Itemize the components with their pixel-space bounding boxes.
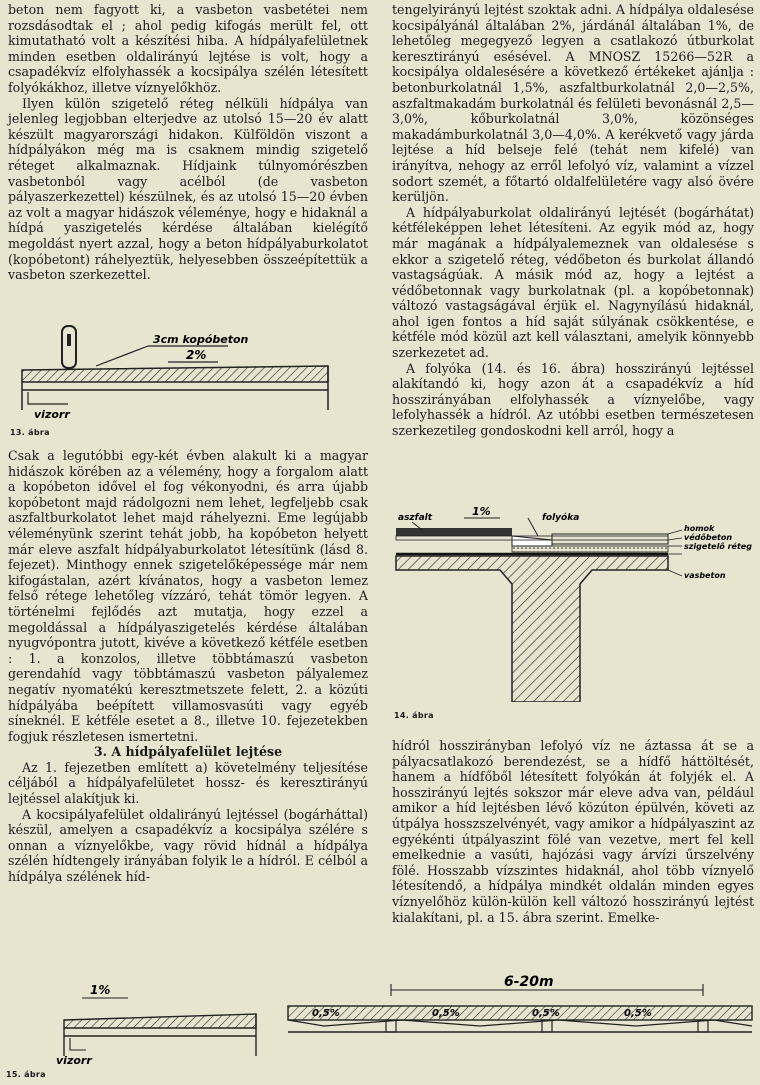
fig15-slope-1: 0,5%: [312, 1008, 340, 1019]
figure-15: [4, 970, 756, 1066]
fig14-insul-label: szigetelő réteg: [684, 542, 752, 551]
fig15-slope-label: 1%: [90, 983, 111, 997]
paragraph: Csak a legutóbbi egy-két évben alakult ki a magyar hidászok körében az a vélemény, hogy a forgalom alatt a kopóbeton idővel el fog vékonyodni, és arra újabb kopóbetont majd rádolgozni nem lehet, legfeljebb csak aszfaltburkolatot lehet majd ráhelyezni. Eme legújabb véleményünk szerint tehát jobb, ha kopóbeton helyett már eleve aszfalt hídpályaburkolatot létesítünk (lásd 8. fejezet). Minthogy ennek szigetelőképessége már nem kifogástalan, azért kívánatos, hogy a vasbeton lemez felső rétege lehetőleg vízzáró, tehát tömör legyen. A történelmi fejlődés azt mutatja, hogy ezzel a megoldással a hídpályaszigetelés kérdése általában nyugvópontra jutott, kivéve a következő kétféle esetben : 1. a konzolos, illetve többtámaszú vasbeton gerendahíd vagy többtámaszú vasbeton pályalemez negatív nyomatékú keresztmetszete felett, 2. a közúti hídpályába beépített villamosvasúti vagy egyéb síneknél. E kétféle esetet a 8., illetve 10. fejezetekben fogjuk részletesen ismertetni.: [8, 448, 368, 744]
figure-14: [392, 506, 758, 702]
fig13-water-label: vizorr: [34, 408, 70, 421]
fig15-water-label: vizorr: [56, 1054, 92, 1066]
fig14-sand-label: homok: [684, 524, 715, 533]
fig14-rc-label: vasbeton: [684, 571, 726, 580]
figure-15-caption: 15. ábra: [6, 1070, 46, 1079]
paragraph: A kocsipályafelület oldalirányú lejtéssel (bogárháttal) készül, amelyen a csapadékvíz a kocsipálya szélére s onnan a víznyelőkbe, vagy rövid hídnál a hídpálya szélén hídtengely irányában folyik le a hídról. E célból a hídpálya szélének híd-: [8, 806, 368, 885]
fig13-slope-label: 2%: [186, 348, 207, 362]
fig13-concrete-label: 3cm kopóbeton: [153, 333, 249, 346]
paragraph: hídról hosszirányban lefolyó víz ne áztassa át se a pályacsatlakozó berendezést, se a hídfő háttöltését, hanem a hídfőből létesített folyókán át folyjék el. A hosszirányú lejtés sokszor már eleve adva van, például amikor a híd lejtésben lévő közúton épülvén, követi az útpálya hosszszelvényét, vagy amikor a hídpályaszint az egyékénti útpályaszint fölé van vezetve, mert fel kell emelkednie a vasúti, hajózási vagy árvízi űrszelvény fölé. Hosszabb vízszintes hidaknál, ahol több víznyelő létesítendő, a hídpálya mindkét oldalán minden egyes víznyelőhöz külön-külön kell változó hosszirányú lejtést kialakítani, pl. a 15. ábra szerint. Emelke-: [392, 738, 754, 925]
fig15-slope-3: 0,5%: [532, 1008, 560, 1019]
figure-13-caption: 13. ábra: [10, 428, 50, 437]
section-heading: 3. A hídpályafelület lejtése: [93, 744, 283, 760]
fig14-gutter-label: folyóka: [542, 513, 580, 523]
fig15-slope-2: 0,5%: [432, 1008, 460, 1019]
paragraph: Az 1. fejezetben említett a) követelmény teljesítése céljából a hídpályafelületet hossz- és keresztirányú lejtéssel alakítjuk ki.: [8, 759, 368, 807]
fig15-span-label: 6-20m: [504, 974, 554, 990]
paragraph: beton nem fagyott ki, a vasbeton vasbetétei nem rozsdásodtak el ; ahol pedig kifogás merült fel, ott kimutatható volt a készítési hiba. A hídpályafelületnek minden esetben oldalirányú lejtése is volt, hogy a csapadékvíz elfolyhassék a kocsipálya szélén létesített folyókákhoz, illetve víznyelőkhöz.: [8, 2, 368, 95]
fig15-slope-4: 0,5%: [624, 1008, 652, 1019]
paving-stones: [552, 534, 668, 544]
figure-13: [8, 318, 368, 430]
fig14-slope-label: 1%: [472, 506, 491, 518]
left-column-bottom: [8, 448, 368, 885]
paragraph: A folyóka (14. és 16. ábra) hosszirányú lejtéssel alakítandó ki, hogy azon át a csapadékvíz a híd hosszirányában elfolyhassék a víznyelőbe, vagy lefolyhassék a hídról. Az utóbbi esetben természetesen szerkezetileg gondoskodni kell arról, hogy a: [392, 360, 754, 439]
fig14-asphalt-label: aszfalt: [398, 513, 433, 523]
paragraph: tengelyirányú lejtést szoktak adni. A hídpálya oldalesése kocsipályánál általában 2%, járdánál általában 1%, de lehetőleg megegyező legyen a csatlakozó útburkolat keresztirányú esésével. A MNOSZ 15266—52R a kocsipálya oldalesésére a következő értékeket ajánlja : betonburkolatnál 1,5%, aszfaltburkolatnál 2,0—2,5%, aszfaltmakadám burkolatnál és felületi bevonásnál 2,5—3,0%, kőburkolatnál 3,0%, közönséges makadámburkolatnál 3,0—4,0%. A kerékvető vagy járda lejtése a híd belseje felé (tehát nem kifelé) van irányítva, nehogy az erről lefolyó víz, valamint a vízzel sodort szemét, a főtartó oldalfelületére vagy alsó övére kerüljön.: [392, 2, 754, 205]
figure-14-caption: 14. ábra: [394, 711, 434, 720]
fig14-protect-label: védőbeton: [684, 533, 733, 542]
left-column-top: [8, 2, 368, 283]
right-column-bottom: [392, 738, 754, 925]
right-column-top: [392, 2, 754, 439]
paragraph: Ilyen külön szigetelő réteg nélküli hídpálya van jelenleg legjobban elterjedve az utolsó 15—20 év alatt készült magyarországi hidakon. Külföldön viszont a hídpályákon még ma is csaknem mindig szigetelő réteget alkalmaznak. Hídjaink túlnyomórészben vasbetonból vagy acélból (de vasbeton pályaszerkezettel) készülnek, és az utolsó 15—20 évben az volt a magyar hidászok véleménye, hogy e hidaknál a hídpá yaszigetelés kérdése általában kielégítő megoldást nyert azzal, hogy a beton hídpályaburkolatot (kopóbetont) ráhelyeztük, helyesebben összeépítettük a vasbeton szerkezettel.: [8, 95, 368, 283]
paragraph: A hídpályaburkolat oldalirányú lejtését (bogárhátat) kétféleképpen lehet létesíteni. Az egyik mód az, hogy már magának a hídpályalemeznek van oldalesése s ekkor a szigetelő réteg, védőbeton és burkolat állandó vastagságúak. A másik mód az, hogy a lejtést a védőbetonnak vagy burkolatnak (pl. a kopóbetonnak) változó vastagságával érjük el. Nagynyílású hidaknál, ahol igen fontos a híd saját súlyának csökkentése, e kétféle mód közül azt kell választani, amelyik könnyebb szerkezetet ad.: [392, 204, 754, 361]
